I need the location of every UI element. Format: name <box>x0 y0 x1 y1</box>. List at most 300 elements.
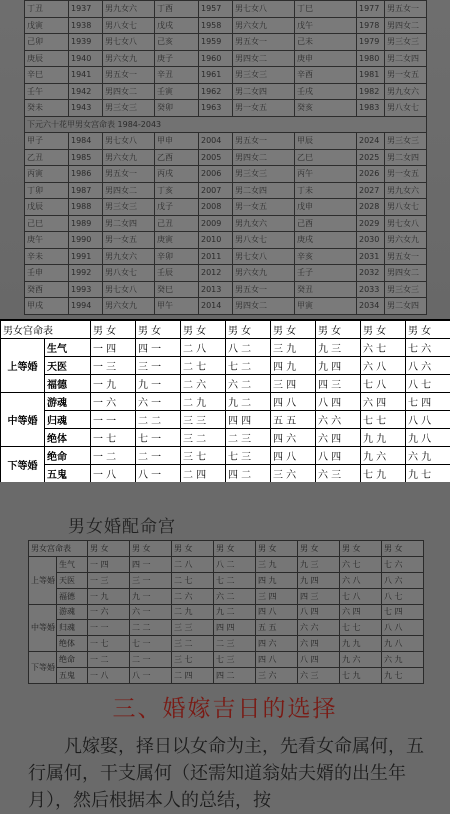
match-cell: 四 一 <box>130 556 172 572</box>
table-cell: 1961 <box>199 67 233 84</box>
table-cell: 癸酉 <box>25 281 69 298</box>
table-cell: 辛巳 <box>25 67 69 84</box>
match-cell: 九 七 <box>406 465 450 483</box>
table-cell: 丙戌 <box>155 166 199 183</box>
table-cell: 甲寅 <box>295 298 357 315</box>
table-cell: 辛亥 <box>295 248 357 265</box>
table-cell: 2029 <box>357 215 385 232</box>
table-cell: 乙丑 <box>25 149 69 166</box>
match-cell: 九 三 <box>316 339 361 357</box>
match-cell: 二 二 <box>136 411 181 429</box>
table-row <box>1 411 450 429</box>
match-cell: 三 七 <box>172 652 214 668</box>
table-cell: 男九女六 <box>103 248 155 265</box>
table-cell: 庚戌 <box>295 232 357 249</box>
table-row <box>25 50 427 67</box>
table-cell: 2025 <box>357 149 385 166</box>
match-cell: 一 六 <box>88 604 130 620</box>
table-cell: 男一女五 <box>385 166 427 183</box>
table-cell: 男六女九 <box>103 149 155 166</box>
table-cell: 男三女三 <box>385 34 427 51</box>
gong-name: 生气 <box>45 339 91 357</box>
table-row <box>25 83 427 100</box>
gong-name: 归魂 <box>57 620 88 636</box>
table-cell: 1993 <box>69 281 103 298</box>
table-cell: 辛卯 <box>155 248 199 265</box>
gong-name: 归魂 <box>45 411 91 429</box>
table-cell: 辛酉 <box>295 67 357 84</box>
table-row <box>29 556 424 572</box>
table-row <box>29 620 424 636</box>
table-cell: 庚辰 <box>25 50 69 67</box>
table-cell: 男四女二 <box>385 17 427 34</box>
table-cell: 戊辰 <box>25 199 69 216</box>
table-cell: 壬子 <box>295 265 357 282</box>
match-cell: 六 七 <box>361 339 406 357</box>
gong-name: 五鬼 <box>45 465 91 483</box>
column-header: 男 女 <box>136 321 181 339</box>
table-cell: 1989 <box>69 215 103 232</box>
table-cell: 男五女一 <box>103 166 155 183</box>
table-cell: 1991 <box>69 248 103 265</box>
table-cell: 1943 <box>69 100 103 117</box>
table-cell: 丁未 <box>295 182 357 199</box>
match-cell: 四 八 <box>256 652 298 668</box>
match-cell: 二 六 <box>181 375 226 393</box>
table-row <box>1 339 450 357</box>
table-cell: 丁卯 <box>25 182 69 199</box>
table-cell: 男一女五 <box>385 67 427 84</box>
table-cell: 男七女八 <box>103 281 155 298</box>
table-cell: 男九女六 <box>385 83 427 100</box>
table-cell: 1963 <box>199 100 233 117</box>
column-header: 男 女 <box>382 541 424 557</box>
section-heading: 男女婚配命宫 <box>68 512 176 537</box>
column-header: 男 女 <box>340 541 382 557</box>
match-cell: 六 三 <box>316 465 361 483</box>
match-cell: 四 四 <box>226 411 271 429</box>
table-cell: 2005 <box>199 149 233 166</box>
table-cell: 1937 <box>69 1 103 18</box>
table-cell: 庚子 <box>155 50 199 67</box>
table-row <box>25 265 427 282</box>
table-cell: 2024 <box>357 133 385 150</box>
table-cell: 男七女八 <box>103 133 155 150</box>
table-cell: 1979 <box>357 34 385 51</box>
table-cell: 2011 <box>199 248 233 265</box>
marriage-match-table-small <box>28 540 424 684</box>
table-cell: 辛未 <box>25 248 69 265</box>
match-cell: 四 九 <box>256 572 298 588</box>
header-row <box>29 541 424 557</box>
match-cell: 八 八 <box>382 620 424 636</box>
table-cell: 壬戌 <box>295 83 357 100</box>
gong-name: 游魂 <box>45 393 91 411</box>
match-cell: 七 六 <box>382 556 424 572</box>
table-cell: 甲午 <box>155 298 199 315</box>
match-cell: 八 二 <box>214 556 256 572</box>
table-cell: 1984 <box>69 133 103 150</box>
match-cell: 四 四 <box>214 620 256 636</box>
table-cell: 己卯 <box>25 34 69 51</box>
table-cell: 癸亥 <box>295 100 357 117</box>
match-cell: 一 七 <box>88 636 130 652</box>
gong-name: 福德 <box>45 375 91 393</box>
section-title: 三、婚嫁吉日的选择 <box>0 690 450 723</box>
table-cell: 男二女四 <box>103 215 155 232</box>
table-cell: 男五女一 <box>233 281 295 298</box>
match-cell: 八 四 <box>316 447 361 465</box>
table-cell: 男五女一 <box>233 34 295 51</box>
table-cell: 2006 <box>199 166 233 183</box>
column-header: 男 女 <box>130 541 172 557</box>
table-cell: 1992 <box>69 265 103 282</box>
table-cell: 2008 <box>199 199 233 216</box>
table-cell: 1987 <box>69 182 103 199</box>
table-cell: 1985 <box>69 149 103 166</box>
table-cell: 1962 <box>199 83 233 100</box>
table-row <box>25 1 427 18</box>
table-cell: 男六女九 <box>233 265 295 282</box>
table-cell: 男二女四 <box>385 149 427 166</box>
table-cell: 甲戌 <box>25 298 69 315</box>
match-cell: 四 八 <box>256 604 298 620</box>
table-cell: 戊子 <box>155 199 199 216</box>
table-row <box>25 248 427 265</box>
table-row <box>25 232 427 249</box>
table-cell: 1988 <box>69 199 103 216</box>
column-header: 男 女 <box>91 321 136 339</box>
match-cell: 一 一 <box>88 620 130 636</box>
match-cell: 一 二 <box>91 447 136 465</box>
match-cell: 二 四 <box>172 668 214 684</box>
match-cell: 八 八 <box>406 411 450 429</box>
match-cell: 二 三 <box>214 636 256 652</box>
table-cell: 丁丑 <box>25 1 69 18</box>
match-cell: 八 一 <box>136 465 181 483</box>
table-cell: 男一女五 <box>233 199 295 216</box>
column-header: 男 女 <box>181 321 226 339</box>
match-cell: 六 七 <box>340 556 382 572</box>
table-cell: 1980 <box>357 50 385 67</box>
match-cell: 一 六 <box>91 393 136 411</box>
table-cell: 男八女七 <box>103 265 155 282</box>
table-cell: 癸未 <box>25 100 69 117</box>
table-row <box>25 149 427 166</box>
match-cell: 九 七 <box>382 668 424 684</box>
match-cell: 六 一 <box>130 604 172 620</box>
table-cell: 2012 <box>199 265 233 282</box>
table-cell: 男五女一 <box>233 133 295 150</box>
column-header: 男 女 <box>361 321 406 339</box>
table-caption: 下元六十花甲男女宫命表 1984-2043 <box>25 116 427 133</box>
table-cell: 己酉 <box>295 215 357 232</box>
match-cell: 七 七 <box>361 411 406 429</box>
match-cell: 七 四 <box>406 393 450 411</box>
match-cell: 四 三 <box>298 588 340 604</box>
table-row <box>1 465 450 483</box>
table-cell: 乙酉 <box>155 149 199 166</box>
table-cell: 癸丑 <box>295 281 357 298</box>
match-cell: 八 七 <box>406 375 450 393</box>
table-row <box>25 34 427 51</box>
table-cell: 2014 <box>199 298 233 315</box>
table-cell: 丁酉 <box>155 1 199 18</box>
column-header: 男 女 <box>172 541 214 557</box>
gong-name: 绝体 <box>45 429 91 447</box>
table-cell: 庚申 <box>295 50 357 67</box>
match-cell: 三 一 <box>130 572 172 588</box>
match-cell: 六 二 <box>226 375 271 393</box>
table-cell: 男六女九 <box>233 17 295 34</box>
table-cell: 2030 <box>357 232 385 249</box>
marriage-match-table-panel <box>0 319 450 485</box>
match-cell: 一 八 <box>91 465 136 483</box>
table-cell: 丁巳 <box>295 1 357 18</box>
table-cell: 男二女四 <box>385 298 427 315</box>
match-cell: 一 二 <box>88 652 130 668</box>
table-cell: 2004 <box>199 133 233 150</box>
table-cell: 男四女二 <box>233 298 295 315</box>
match-cell: 二 一 <box>130 652 172 668</box>
match-cell: 一 三 <box>91 357 136 375</box>
table-cell: 男三女三 <box>385 281 427 298</box>
table-row <box>29 652 424 668</box>
table-cell: 男九女六 <box>103 1 155 18</box>
match-cell: 九 四 <box>316 357 361 375</box>
match-cell: 七 二 <box>226 357 271 375</box>
match-cell: 七 八 <box>340 588 382 604</box>
column-header: 男 女 <box>256 541 298 557</box>
match-cell: 七 三 <box>226 447 271 465</box>
match-cell: 九 二 <box>214 604 256 620</box>
match-cell: 三 九 <box>271 339 316 357</box>
match-cell: 六 二 <box>214 588 256 604</box>
match-cell: 一 九 <box>88 588 130 604</box>
table-cell: 男七女八 <box>233 248 295 265</box>
table-row <box>25 133 427 150</box>
table-cell: 男二女四 <box>233 83 295 100</box>
match-cell: 一 四 <box>91 339 136 357</box>
table-cell: 1960 <box>199 50 233 67</box>
table-row <box>29 572 424 588</box>
table-row <box>1 429 450 447</box>
match-cell: 九 九 <box>340 636 382 652</box>
match-cell: 九 八 <box>406 429 450 447</box>
match-cell: 六 八 <box>361 357 406 375</box>
table-cell: 癸卯 <box>155 100 199 117</box>
match-cell: 四 二 <box>226 465 271 483</box>
table-cell: 戊戌 <box>155 17 199 34</box>
marriage-level: 上等婚 <box>1 339 45 393</box>
match-cell: 四 六 <box>256 636 298 652</box>
match-cell: 二 九 <box>181 393 226 411</box>
match-cell: 三 二 <box>181 429 226 447</box>
table-cell: 1983 <box>357 100 385 117</box>
column-header: 男 女 <box>88 541 130 557</box>
table-row <box>29 604 424 620</box>
match-cell: 三 四 <box>271 375 316 393</box>
table-cell: 1938 <box>69 17 103 34</box>
table-cell: 2026 <box>357 166 385 183</box>
match-cell: 三 七 <box>181 447 226 465</box>
column-header: 男 女 <box>316 321 361 339</box>
match-cell: 二 九 <box>172 604 214 620</box>
table-cell: 男六女九 <box>103 298 155 315</box>
table-row <box>25 281 427 298</box>
table-row <box>1 393 450 411</box>
table-cell: 1942 <box>69 83 103 100</box>
match-cell: 二 七 <box>181 357 226 375</box>
table-cell: 1939 <box>69 34 103 51</box>
table-cell: 戊寅 <box>25 17 69 34</box>
column-header: 男 女 <box>226 321 271 339</box>
table-cell: 男二女四 <box>233 182 295 199</box>
table-cell: 男五女一 <box>103 67 155 84</box>
match-cell: 六 一 <box>136 393 181 411</box>
table-cell: 1978 <box>357 17 385 34</box>
table-cell: 男八女七 <box>103 17 155 34</box>
table-cell: 1990 <box>69 232 103 249</box>
match-cell: 二 四 <box>181 465 226 483</box>
match-cell: 一 四 <box>88 556 130 572</box>
table-cell: 戊申 <box>295 199 357 216</box>
column-header: 男 女 <box>214 541 256 557</box>
match-cell: 三 四 <box>256 588 298 604</box>
gong-name: 天医 <box>57 572 88 588</box>
match-cell: 一 八 <box>88 668 130 684</box>
match-cell: 四 八 <box>271 447 316 465</box>
match-cell: 六 六 <box>298 620 340 636</box>
table-cell: 2031 <box>357 248 385 265</box>
table-cell: 男三女三 <box>233 166 295 183</box>
gong-name: 福德 <box>57 588 88 604</box>
table-cell: 男三女三 <box>385 133 427 150</box>
match-cell: 七 九 <box>361 465 406 483</box>
table-cell: 2032 <box>357 265 385 282</box>
table-cell: 2007 <box>199 182 233 199</box>
table-cell: 男五女一 <box>385 248 427 265</box>
table-cell: 己巳 <box>25 215 69 232</box>
marriage-match-table <box>0 320 450 483</box>
gong-name: 绝命 <box>45 447 91 465</box>
match-cell: 六 八 <box>340 572 382 588</box>
table-cell: 己未 <box>295 34 357 51</box>
table-row <box>25 67 427 84</box>
match-cell: 七 八 <box>361 375 406 393</box>
match-cell: 六 九 <box>406 447 450 465</box>
match-cell: 一 七 <box>91 429 136 447</box>
match-cell: 三 三 <box>181 411 226 429</box>
table-cell: 1940 <box>69 50 103 67</box>
table-cell: 2027 <box>357 182 385 199</box>
table-cell: 男三女三 <box>233 67 295 84</box>
table-cell: 2013 <box>199 281 233 298</box>
match-cell: 三 二 <box>172 636 214 652</box>
match-cell: 三 一 <box>136 357 181 375</box>
match-cell: 八 七 <box>382 588 424 604</box>
table-cell: 庚寅 <box>155 232 199 249</box>
match-cell: 四 八 <box>271 393 316 411</box>
table-cell: 男七女八 <box>233 1 295 18</box>
table-cell: 男八女七 <box>385 100 427 117</box>
header-row <box>1 321 450 339</box>
table-row <box>25 298 427 315</box>
match-cell: 六 九 <box>382 652 424 668</box>
match-cell: 九 二 <box>226 393 271 411</box>
table-cell: 丙寅 <box>25 166 69 183</box>
table-row <box>25 166 427 183</box>
table-cell: 壬午 <box>25 83 69 100</box>
table-row <box>25 182 427 199</box>
table-row <box>29 636 424 652</box>
match-cell: 六 四 <box>298 636 340 652</box>
table-row <box>1 357 450 375</box>
table-cell: 戊午 <box>295 17 357 34</box>
match-cell: 三 六 <box>271 465 316 483</box>
match-cell: 五 五 <box>256 620 298 636</box>
column-header: 男 女 <box>298 541 340 557</box>
table-row <box>29 668 424 684</box>
match-cell: 七 四 <box>382 604 424 620</box>
table-cell: 丙午 <box>295 166 357 183</box>
table-cell: 1941 <box>69 67 103 84</box>
match-cell: 四 一 <box>136 339 181 357</box>
match-cell: 九 六 <box>361 447 406 465</box>
match-cell: 九 九 <box>361 429 406 447</box>
match-cell: 六 四 <box>340 604 382 620</box>
table-cell: 甲子 <box>25 133 69 150</box>
table-row <box>25 17 427 34</box>
match-cell: 八 六 <box>382 572 424 588</box>
table-cell: 2009 <box>199 215 233 232</box>
table-cell: 1977 <box>357 1 385 18</box>
table-title-cell: 男女宫命表 <box>29 541 88 557</box>
table-row <box>25 199 427 216</box>
table-row <box>1 447 450 465</box>
table-cell: 己丑 <box>155 215 199 232</box>
match-cell: 三 六 <box>256 668 298 684</box>
sixty-jiazi-table <box>24 0 427 315</box>
table-cell: 庚午 <box>25 232 69 249</box>
marriage-level: 中等婚 <box>29 604 57 652</box>
table-cell: 2010 <box>199 232 233 249</box>
match-cell: 九 八 <box>382 636 424 652</box>
match-cell: 七 六 <box>406 339 450 357</box>
match-cell: 四 九 <box>271 357 316 375</box>
gong-name: 天医 <box>45 357 91 375</box>
match-cell: 四 二 <box>214 668 256 684</box>
table-cell: 男八女七 <box>385 199 427 216</box>
table-cell: 癸巳 <box>155 281 199 298</box>
gong-name: 绝命 <box>57 652 88 668</box>
match-cell: 九 三 <box>298 556 340 572</box>
match-cell: 二 七 <box>172 572 214 588</box>
table-cell: 壬寅 <box>155 83 199 100</box>
table-cell: 壬申 <box>25 265 69 282</box>
marriage-level: 上等婚 <box>29 556 57 604</box>
table-cell: 2034 <box>357 298 385 315</box>
match-cell: 九 六 <box>340 652 382 668</box>
match-cell: 一 三 <box>88 572 130 588</box>
table-cell: 2033 <box>357 281 385 298</box>
table-cell: 男五女一 <box>385 1 427 18</box>
table-cell: 男四女二 <box>385 265 427 282</box>
match-cell: 四 六 <box>271 429 316 447</box>
table-cell: 1982 <box>357 83 385 100</box>
match-cell: 八 四 <box>316 393 361 411</box>
table-cell: 1981 <box>357 67 385 84</box>
